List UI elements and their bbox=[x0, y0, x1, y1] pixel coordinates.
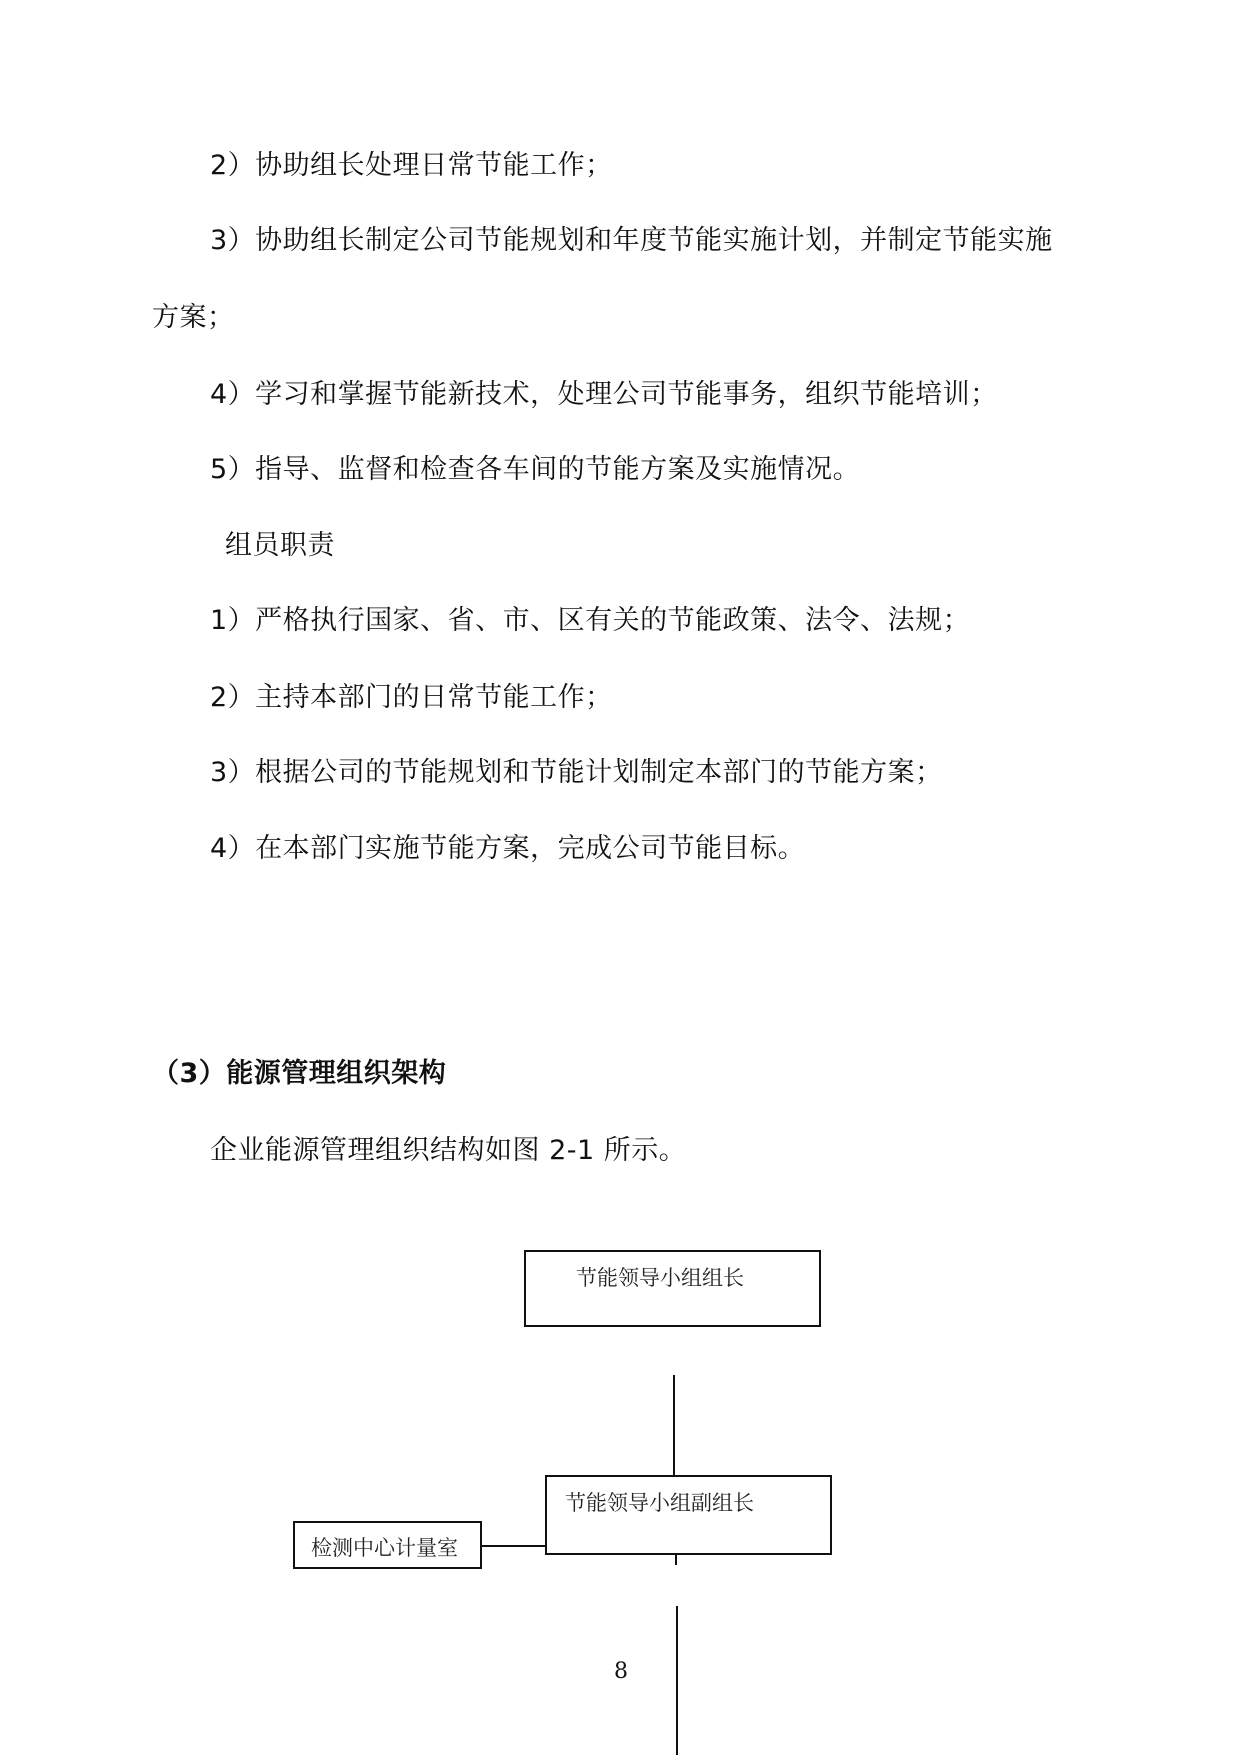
paragraph: 方案； bbox=[152, 302, 235, 333]
org-box-leader bbox=[524, 1250, 821, 1327]
org-box-testing-center bbox=[293, 1521, 482, 1569]
paragraph: 3）协助组长制定公司节能规划和年度节能实施计划，并制定节能实施 bbox=[210, 225, 1053, 256]
org-box-label: 节能领导小组组长 bbox=[576, 1266, 744, 1290]
paragraph: 4）学习和掌握节能新技术，处理公司节能事务，组织节能培训； bbox=[210, 379, 998, 410]
paragraph: 1）严格执行国家、省、市、区有关的节能政策、法令、法规； bbox=[210, 605, 971, 636]
paragraph: 2）协助组长处理日常节能工作； bbox=[210, 150, 613, 181]
paragraph: 3）根据公司的节能规划和节能计划制定本部门的节能方案； bbox=[210, 757, 943, 788]
paragraph: 4）在本部门实施节能方案，完成公司节能目标。 bbox=[210, 833, 806, 864]
page-number: 8 bbox=[614, 1659, 628, 1684]
org-box-label: 节能领导小组副组长 bbox=[565, 1491, 754, 1515]
connector-line bbox=[479, 1545, 546, 1547]
org-box-label: 检测中心计量室 bbox=[311, 1536, 458, 1560]
connector-line bbox=[675, 1555, 677, 1565]
paragraph: 企业能源管理组织结构如图 2-1 所示。 bbox=[210, 1135, 687, 1166]
connector-line bbox=[673, 1375, 675, 1476]
org-box-deputy bbox=[545, 1475, 832, 1555]
section-heading: （3）能源管理组织架构 bbox=[152, 1058, 447, 1089]
paragraph: 组员职责 bbox=[225, 530, 335, 561]
paragraph: 5）指导、监督和检查各车间的节能方案及实施情况。 bbox=[210, 454, 861, 485]
connector-line bbox=[676, 1606, 678, 1755]
paragraph: 2）主持本部门的日常节能工作； bbox=[210, 682, 613, 713]
